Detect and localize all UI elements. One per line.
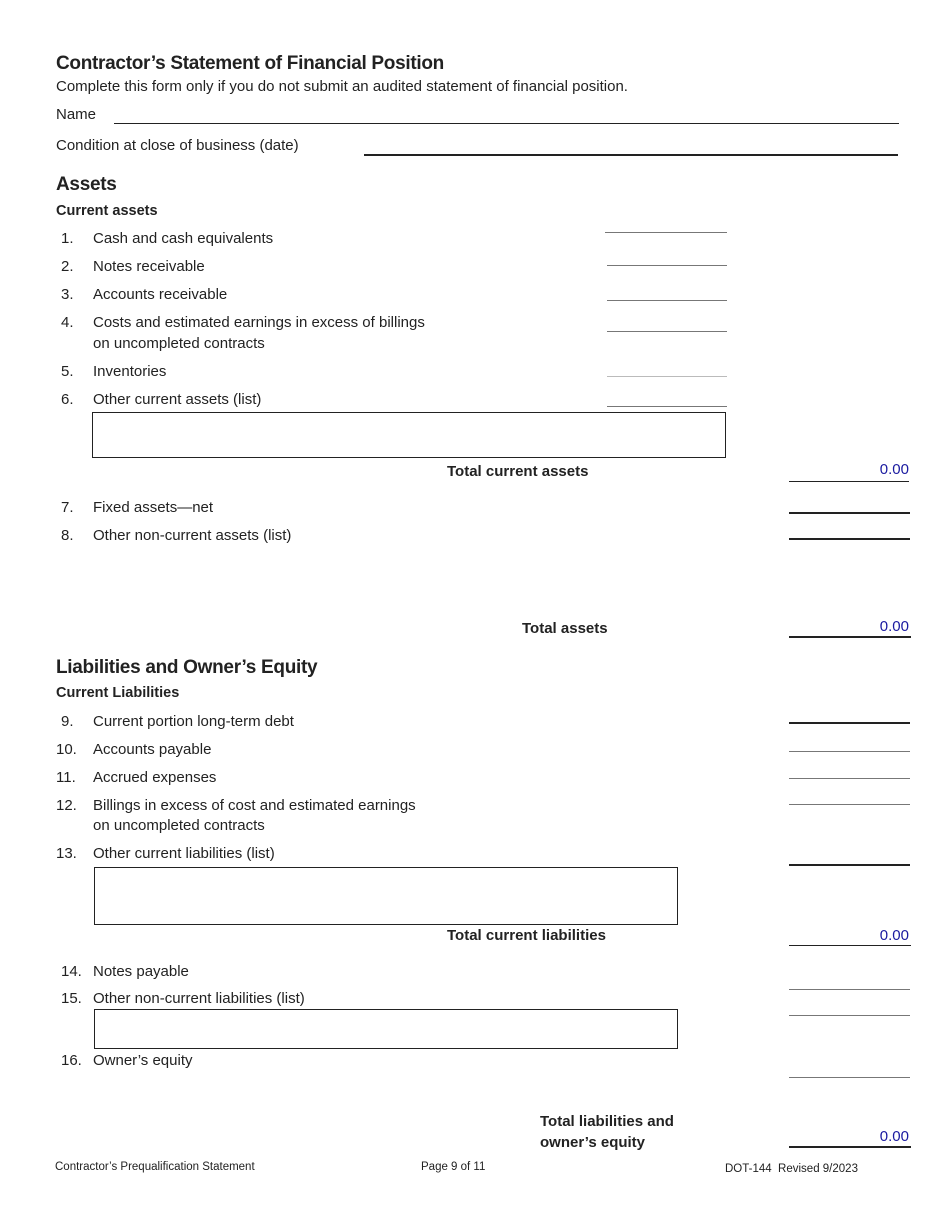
item-label: Fixed assets—net	[93, 499, 214, 516]
fixed-assets-field[interactable]	[789, 512, 910, 514]
total-assets-line	[789, 636, 911, 638]
item-number: 12.	[56, 797, 77, 814]
item-label: Notes receivable	[93, 258, 205, 275]
instructions: Complete this form only if you do not submit an audited statement of financial position.	[56, 78, 628, 95]
owners-equity-field[interactable]	[789, 1077, 910, 1078]
item-number: 13.	[56, 845, 77, 862]
accounts-receivable-field[interactable]	[607, 300, 727, 301]
item-number: 10.	[56, 741, 77, 758]
item-label: Owner’s equity	[93, 1052, 193, 1069]
item-label: Accounts receivable	[93, 286, 228, 303]
item-number: 15.	[61, 990, 82, 1007]
item-label-cont: on uncompleted contracts	[93, 335, 265, 352]
total-assets-value: 0.00	[879, 618, 909, 635]
item-label: Costs and estimated earnings in excess of billings	[93, 314, 425, 331]
other-current-liabilities-list[interactable]	[94, 867, 678, 925]
item-label: Other current liabilities (list)	[93, 845, 275, 862]
notes-payable-field[interactable]	[789, 989, 910, 990]
total-current-liabilities-line	[789, 945, 911, 946]
item-number: 1.	[61, 230, 74, 247]
total-current-liabilities-value: 0.00	[879, 927, 909, 944]
item-label: Accrued expenses	[93, 769, 217, 786]
liabilities-heading: Liabilities and Owner’s Equity	[56, 657, 318, 678]
other-noncurrent-liabilities-field[interactable]	[789, 1015, 910, 1016]
item-number: 11.	[56, 769, 76, 786]
other-current-assets-field[interactable]	[607, 406, 727, 407]
other-noncurrent-liabilities-list[interactable]	[94, 1009, 678, 1049]
cash-field[interactable]	[605, 232, 727, 233]
item-label: Other non-current liabilities (list)	[93, 990, 305, 1007]
current-assets-heading: Current assets	[56, 203, 158, 219]
item-label: Inventories	[93, 363, 167, 380]
item-number: 14.	[61, 963, 82, 980]
item-number: 2.	[61, 258, 74, 275]
item-label: Billings in excess of cost and estimated earnings	[93, 797, 416, 814]
name-label: Name	[56, 106, 97, 123]
item-number: 9.	[61, 713, 74, 730]
total-current-assets-label: Total current assets	[447, 463, 589, 480]
footer-left: Contractor’s Prequalification Statement	[55, 1161, 255, 1173]
item-number: 3.	[61, 286, 74, 303]
item-number: 6.	[61, 391, 74, 408]
item-number: 7.	[61, 499, 74, 516]
item-label: Other non-current assets (list)	[93, 527, 292, 544]
total-liabilities-equity-value: 0.00	[879, 1128, 909, 1145]
name-field[interactable]	[114, 123, 899, 124]
item-number: 8.	[61, 527, 74, 544]
total-current-assets-line	[789, 481, 909, 482]
item-number: 5.	[61, 363, 74, 380]
current-liabilities-heading: Current Liabilities	[56, 685, 180, 701]
item-number: 4.	[61, 314, 74, 331]
footer-page-number: Page 9 of 11	[421, 1161, 486, 1173]
costs-excess-billings-field[interactable]	[607, 331, 727, 332]
item-label-cont: on uncompleted contracts	[93, 817, 265, 834]
page-title: Contractor’s Statement of Financial Position	[56, 53, 444, 74]
inventories-field[interactable]	[607, 376, 727, 377]
item-label: Notes payable	[93, 963, 189, 980]
total-current-assets-value: 0.00	[879, 461, 909, 478]
other-current-assets-list[interactable]	[92, 412, 726, 458]
assets-heading: Assets	[56, 174, 117, 195]
notes-receivable-field[interactable]	[607, 265, 727, 266]
item-label: Current portion long-term debt	[93, 713, 294, 730]
accounts-payable-field[interactable]	[789, 751, 910, 752]
item-label: Other current assets (list)	[93, 391, 262, 408]
footer-form-id: DOT-144 Revised 9/2023	[725, 1163, 858, 1175]
date-field[interactable]	[364, 154, 898, 156]
other-current-liabilities-field[interactable]	[789, 864, 910, 866]
date-label: Condition at close of business (date)	[56, 137, 299, 154]
item-number: 16.	[61, 1052, 82, 1069]
total-liabilities-equity-label: Total liabilities and	[540, 1113, 674, 1130]
current-portion-debt-field[interactable]	[789, 722, 910, 724]
other-noncurrent-assets-field[interactable]	[789, 538, 910, 540]
total-liabilities-equity-line	[789, 1146, 911, 1148]
item-label: Accounts payable	[93, 741, 212, 758]
total-liabilities-equity-label-cont: owner’s equity	[540, 1134, 646, 1151]
total-current-liabilities-label: Total current liabilities	[447, 927, 606, 944]
accrued-expenses-field[interactable]	[789, 778, 910, 779]
item-label: Cash and cash equivalents	[93, 230, 274, 247]
total-assets-label: Total assets	[522, 620, 608, 637]
billings-excess-field[interactable]	[789, 804, 910, 805]
